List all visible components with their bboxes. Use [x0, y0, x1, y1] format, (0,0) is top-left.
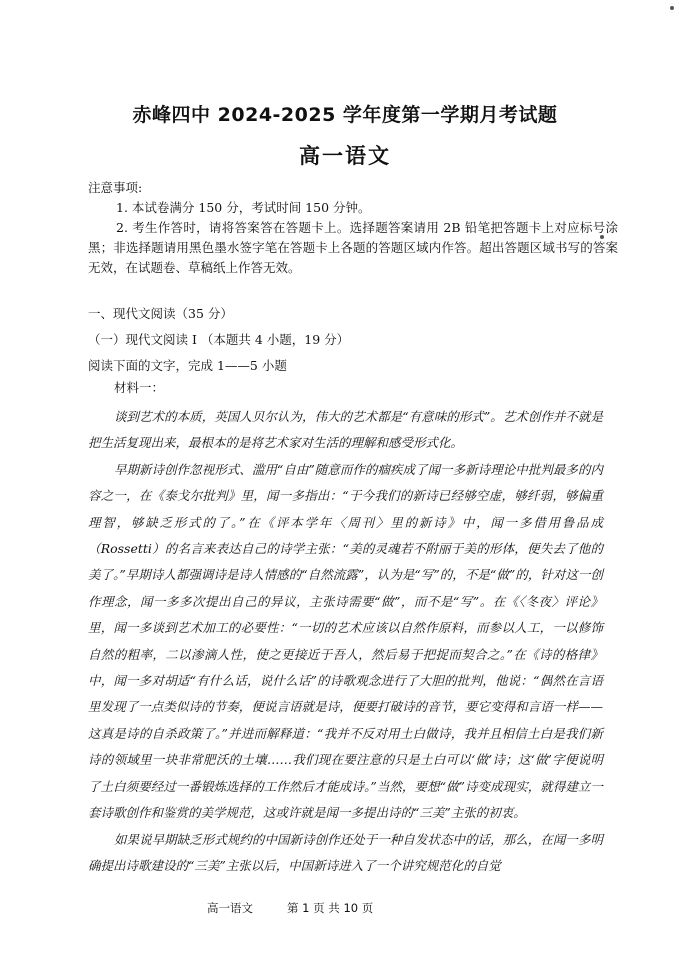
- subpart-heading: （一）现代文阅读 I （本题共 4 小题，19 分）: [88, 332, 350, 347]
- exam-title: 赤峰四中 2024-2025 学年度第一学期月考试题: [132, 104, 558, 126]
- notice-item-2: 2. 考生作答时，请将答案答在答题卡上。选择题答案请用 2B 铅笔把答题卡上对应标号涂黑；非选择题请用黑色墨水签字笔在答题卡上各题的答题区域内作答。超出答题区域书写的答案无效，在试题卷、草稿纸上作答无效。: [88, 220, 618, 275]
- passage: [88, 404, 603, 879]
- scan-mark: [670, 6, 674, 10]
- passage-paragraph-2: 早期新诗创作忽视形式、滥用“自由”随意而作的痼疾成了闻一多新诗理论中批判最多的内容之一，在《泰戈尔批判》里，闻一多指出：“于今我们的新诗已经够空虚，够纤弱，够偏重理智，够缺乏形式的了。”在《评本学年〈周刊〉里的新诗》中，闻一多借用鲁品成（Rossetti）的名言来表达自己的诗学主张：“美的灵魂若不附丽于美的形体，便失去了他的美了。”早期诗人都强调诗是诗人情感的“自然流露”，认为是“写”的，不是“做”的，针对这一创作理念，闻一多多次提出自己的异议，主张诗需要“做”，而不是“写”。在《〈冬夜〉评论》里，闻一多谈到艺术加工的必要性：“一切的艺术应该以自然作原料，而参以人工，一以修饰自然的粗率，二以渗滴人性，使之更接近于吾人，然后易于把捉而契合之。”在《诗的格律》中，闻一多对胡适“有什么话，说什么话”的诗歌观念进行了大胆的批判，他说：“偶然在言语里发现了一点类似诗的节奏，便说言语就是诗，便要打破诗的音节，要它变得和言语一样——这真是诗的自杀政策了。”并进而解释道：“我并不反对用土白做诗，我并且相信土白是我们新诗的领域里一块非常肥沃的土壤……我们现在要注意的只是土白可以‘做’诗；这‘做’字便说明了土白须要经过一番锻炼选择的工作然后才能成诗。”当然，要想“做”诗变成现实，就得建立一套诗歌创作和鉴赏的美学规范，这或许就是闻一多提出诗的“三美”主张的初衷。: [88, 461, 603, 821]
- footer-page-number: 第 1 页 共 10 页: [287, 901, 374, 915]
- notice-heading: 注意事项:: [88, 180, 143, 195]
- passage-paragraph-1: 谈到艺术的本质，英国人贝尔认为，伟大的艺术都是“有意味的形式”。艺术创作并不就是把生活复现出来，最根本的是将艺术家对生活的理解和感受形式化。: [88, 409, 603, 451]
- notice-item-1: 1. 本试卷满分 150 分，考试时间 150 分钟。: [116, 200, 371, 215]
- reading-instruction: 阅读下面的文字，完成 1——5 小题: [88, 358, 287, 373]
- part-heading: 一、现代文阅读（35 分）: [88, 306, 233, 321]
- notice-block: [88, 178, 618, 278]
- passage-paragraph-3: 如果说早期缺乏形式规约的中国新诗创作还处于一种自发状态中的话，那么，在闻一多明确提出诗歌建设的“三美”主张以后，中国新诗进入了一个讲究规范化的自觉: [88, 831, 603, 873]
- subject-title: 高一语文: [299, 144, 391, 168]
- footer-subject: 高一语文: [207, 901, 253, 915]
- material-label: 材料一：: [114, 380, 165, 395]
